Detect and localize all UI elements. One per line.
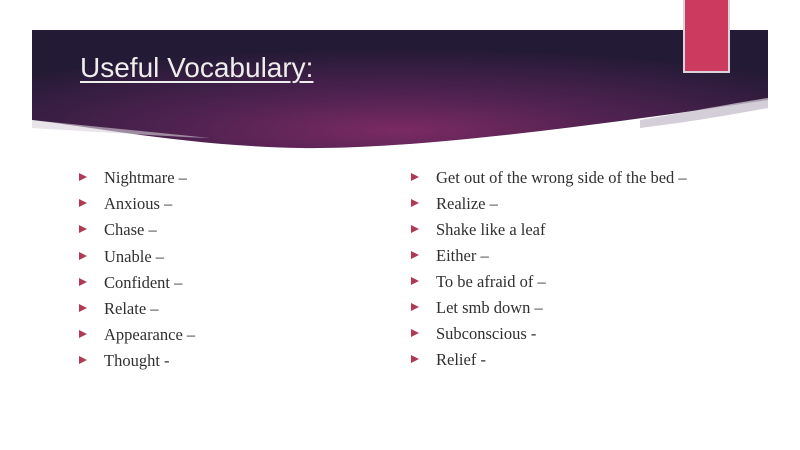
vocabulary-item-text: Let smb down –: [436, 298, 543, 317]
vocabulary-item-text: To be afraid of –: [436, 272, 546, 291]
arrow-bullet-icon: [79, 173, 87, 181]
vocabulary-item: [411, 350, 766, 369]
arrow-bullet-icon: [79, 330, 87, 338]
vocabulary-item-text: Shake like a leaf: [436, 220, 546, 239]
vocabulary-item: [79, 194, 379, 213]
accent-tab: [683, 0, 730, 73]
arrow-bullet-icon: [411, 251, 419, 259]
vocabulary-item: [79, 351, 379, 370]
vocabulary-item-text: Chase –: [104, 220, 157, 240]
vocabulary-item: [79, 247, 379, 266]
vocabulary-item: [79, 325, 379, 344]
vocabulary-item: [411, 220, 766, 239]
vocabulary-item-text: Appearance –: [104, 325, 196, 345]
vocabulary-item-text: Thought -: [104, 351, 170, 371]
vocabulary-item: [79, 299, 379, 318]
vocabulary-item: [411, 298, 766, 317]
vocabulary-item: [79, 220, 379, 239]
slide-title: Useful Vocabulary:: [80, 52, 314, 83]
arrow-bullet-icon: [79, 199, 87, 207]
vocabulary-item-text: Relate –: [104, 298, 159, 318]
arrow-bullet-icon: [411, 355, 419, 363]
vocabulary-item-text: Nightmare –: [104, 168, 187, 187]
vocabulary-item: [79, 273, 379, 292]
vocabulary-item-text: Either –: [436, 246, 489, 265]
arrow-bullet-icon: [79, 304, 87, 312]
vocabulary-item: [411, 324, 766, 343]
vocabulary-item-text: Subconscious -: [436, 324, 537, 343]
vocabulary-item: [411, 246, 766, 265]
arrow-bullet-icon: [411, 225, 419, 233]
vocabulary-item-text: Unable –: [104, 246, 165, 266]
vocabulary-item-text: Anxious –: [104, 194, 173, 214]
arrow-bullet-icon: [411, 199, 419, 207]
vocabulary-list-left: [79, 168, 379, 378]
arrow-bullet-icon: [79, 225, 87, 233]
arrow-bullet-icon: [411, 277, 419, 285]
arrow-bullet-icon: [79, 252, 87, 260]
arrow-bullet-icon: [79, 356, 87, 364]
arrow-bullet-icon: [411, 173, 419, 181]
vocabulary-item: [411, 194, 766, 213]
vocabulary-item-text: Get out of the wrong side of the bed –: [436, 168, 687, 187]
vocabulary-item-text: Relief -: [436, 350, 486, 369]
arrow-bullet-icon: [79, 278, 87, 286]
vocabulary-item-text: Realize –: [436, 194, 498, 213]
vocabulary-item-text: Confident –: [104, 272, 183, 292]
arrow-bullet-icon: [411, 303, 419, 311]
vocabulary-item: [79, 168, 379, 187]
vocabulary-item: [411, 272, 766, 291]
vocabulary-list-right: [411, 168, 766, 376]
vocabulary-item: [411, 168, 766, 187]
arrow-bullet-icon: [411, 329, 419, 337]
